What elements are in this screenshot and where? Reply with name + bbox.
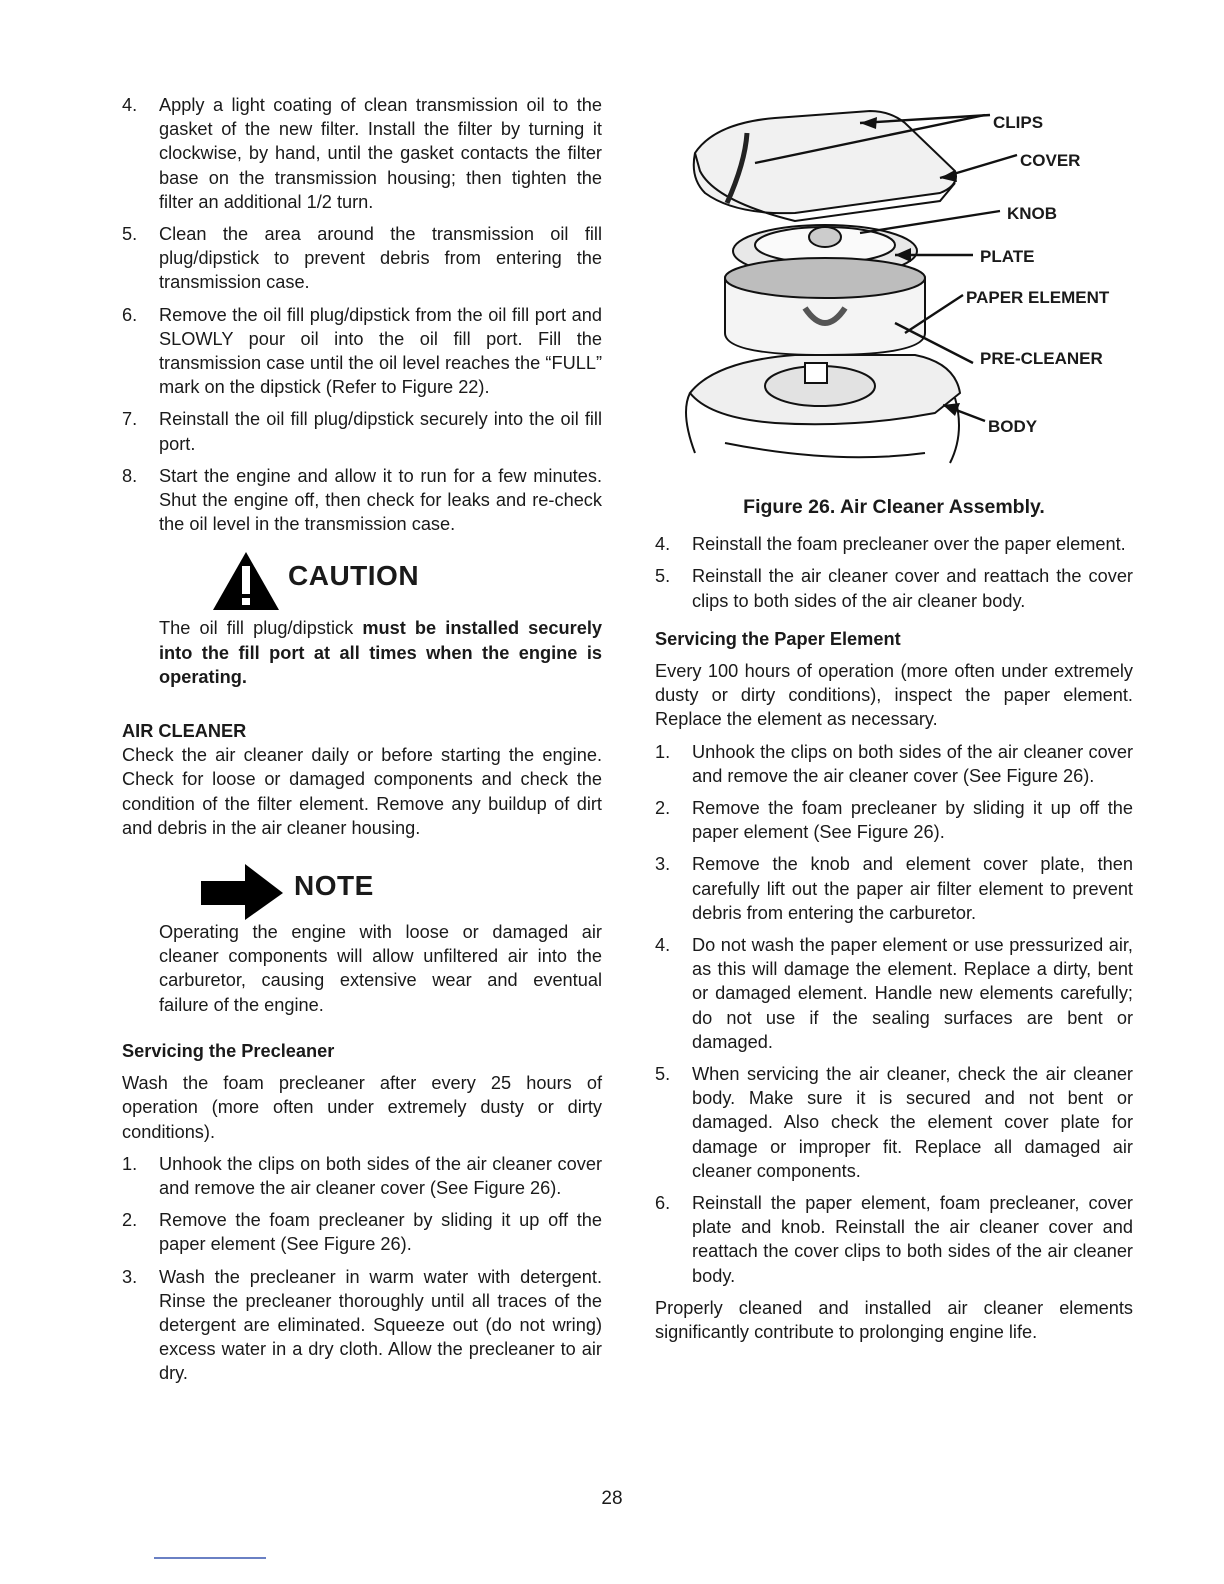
list-item: 5. Clean the area around the transmission oil fill plug/dipstick to prevent debris from entering the transmission case. bbox=[122, 224, 602, 293]
list-item: 3. Remove the knob and element cover plate, then carefully lift out the paper air filter element to prevent debris from entering the carburetor. bbox=[655, 854, 1133, 923]
note-header bbox=[159, 860, 602, 926]
list-item: 6. Remove the oil fill plug/dipstick from the oil fill port and SLOWLY pour oil into the oil fill port. Fill the transmission case until the oil level reaches the “FULL” mark on the dipstick (Refer to Figure 22). bbox=[122, 304, 602, 398]
list-item: 5. When servicing the air cleaner, check the air cleaner body. Make sure it is secured and not bent or damaged. Also check the element cover plate for damage or improper fit. Replace all damaged air cleaner components. bbox=[655, 1064, 1133, 1181]
precleaner-steps-list bbox=[122, 1152, 602, 1386]
list-item: 1. Unhook the clips on both sides of the air cleaner cover and remove the air cleaner cover (See Figure 26). bbox=[655, 741, 1133, 786]
paper-element-intro: Every 100 hours of operation (more often under extremely dusty or dirty conditions), inspect the paper element. Replace the element as necessary. bbox=[655, 661, 1133, 730]
footer-rule bbox=[154, 1557, 266, 1559]
list-item: 3. Wash the precleaner in warm water with detergent. Rinse the precleaner thoroughly until all traces of the detergent are eliminated. Squeeze out (do not wring) excess water in a dry cloth. Allow the precleaner to air dry. bbox=[122, 1266, 602, 1384]
list-item: 6. Reinstall the paper element, foam precleaner, cover plate and knob. Reinstall the air cleaner cover and reattach the cover clips to both sides of the air cleaner body. bbox=[655, 1193, 1133, 1286]
precleaner-intro: Wash the foam precleaner after every 25 hours of operation (more often under extremely dusty or dirty conditions). bbox=[122, 1073, 602, 1142]
right-column bbox=[655, 93, 1133, 1344]
caution-header bbox=[159, 548, 602, 630]
caution-text: The oil fill plug/dipstick must be installed securely into the fill port at all times when the engine is operating. bbox=[159, 618, 602, 687]
air-cleaner-heading: AIR CLEANER bbox=[122, 721, 247, 742]
list-item: 4. Reinstall the foam precleaner over the paper element. bbox=[655, 534, 1126, 555]
label-paper-element: PAPER ELEMENT bbox=[966, 288, 1110, 307]
air-cleaner-figure bbox=[655, 93, 1133, 493]
left-column bbox=[122, 93, 602, 1394]
transmission-steps-list bbox=[122, 93, 602, 536]
arrow-right-icon bbox=[201, 864, 283, 920]
list-item: 8. Start the engine and allow it to run for a few minutes. Shut the engine off, then check for leaks and re-check the oil level in the transmission case. bbox=[122, 465, 602, 535]
reinstall-steps-list bbox=[655, 532, 1133, 613]
closing-paragraph: Properly cleaned and installed air cleaner elements significantly contribute to prolonging engine life. bbox=[655, 1297, 1133, 1343]
label-clips: CLIPS bbox=[993, 113, 1044, 132]
page-number: 28 bbox=[601, 1488, 623, 1509]
paper-element-steps-list bbox=[655, 740, 1133, 1288]
label-cover: COVER bbox=[1020, 151, 1081, 170]
air-cleaner-body: Check the air cleaner daily or before starting the engine. Check for loose or damaged components and check the condition of the filter element. Remove any buildup of dirt and debris in the air cleaner housing. bbox=[122, 745, 602, 838]
list-item: 1. Unhook the clips on both sides of the air cleaner cover and remove the air cleaner cover (See Figure 26). bbox=[122, 1153, 602, 1198]
label-body: BODY bbox=[988, 417, 1038, 436]
list-item: 5. Reinstall the air cleaner cover and reattach the cover clips to both sides of the air cleaner body. bbox=[655, 566, 1133, 611]
list-item: 2. Remove the foam precleaner by sliding it up off the paper element (See Figure 26). bbox=[122, 1210, 602, 1255]
figure-caption: Figure 26. Air Cleaner Assembly. bbox=[743, 496, 1045, 518]
list-item: 4. Do not wash the paper element or use pressurized air, as this will damage the element. Replace a dirty, bent or damaged element. Handle new elements carefully; do not use if the sealing surfaces are bent or damaged. bbox=[655, 935, 1133, 1052]
paper-element-heading: Servicing the Paper Element bbox=[655, 628, 901, 649]
note-title: NOTE bbox=[294, 870, 374, 902]
precleaner-heading: Servicing the Precleaner bbox=[122, 1040, 335, 1061]
caution-title: CAUTION bbox=[288, 560, 420, 592]
label-knob: KNOB bbox=[1007, 204, 1058, 223]
warning-triangle-icon bbox=[211, 550, 281, 612]
label-pre-cleaner: PRE-CLEANER bbox=[980, 349, 1103, 368]
caution-box bbox=[122, 548, 602, 689]
note-text: Operating the engine with loose or damaged air cleaner components will allow unfiltered air into the carburetor, causing extensive wear and eventual failure of the engine. bbox=[159, 922, 602, 1015]
note-box bbox=[122, 860, 602, 1017]
list-item: 2. Remove the foam precleaner by sliding it up off the paper element (See Figure 26). bbox=[655, 798, 1133, 843]
label-plate: PLATE bbox=[980, 247, 1035, 266]
list-item: 7. Reinstall the oil fill plug/dipstick securely into the oil fill port. bbox=[122, 409, 602, 454]
list-item: 4. Apply a light coating of clean transmission oil to the gasket of the new filter. Install the filter by turning it clockwise, by hand, until the gasket contacts the filter base on the transmission housing; then tighten the filter an additional 1/2 turn. bbox=[122, 95, 602, 212]
